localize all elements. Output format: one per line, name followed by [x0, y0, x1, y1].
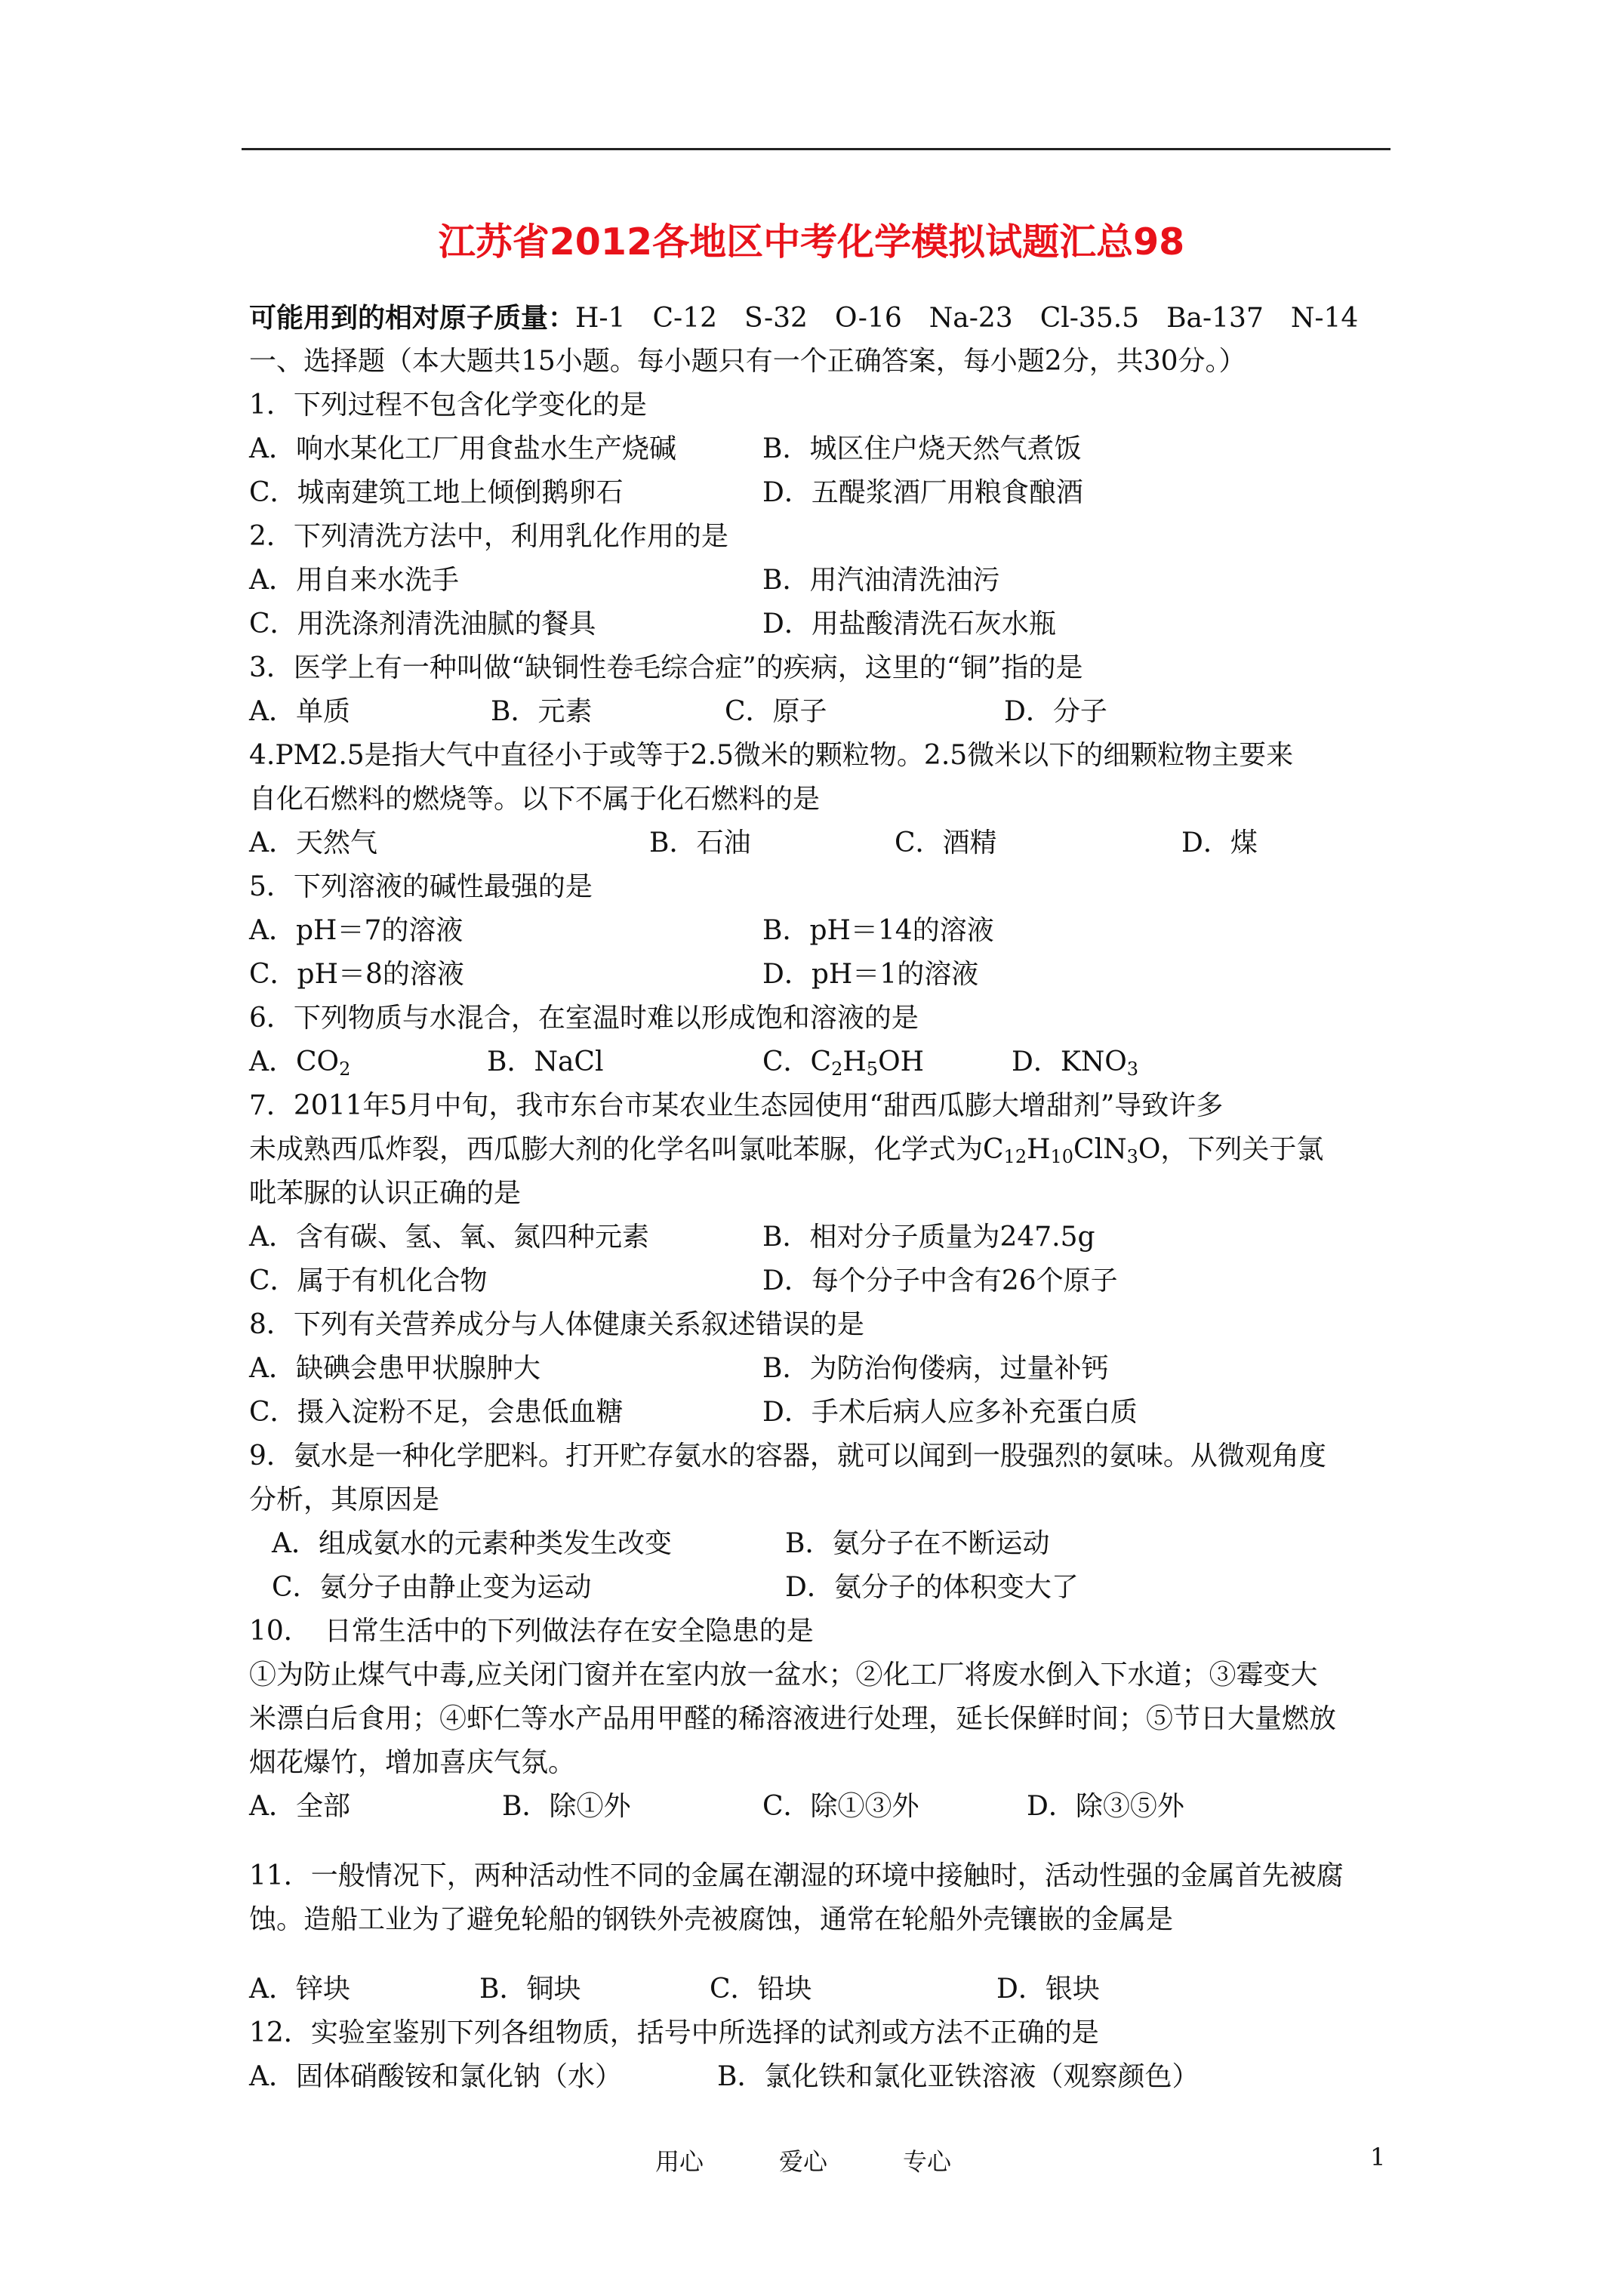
option-c-text: C．C — [762, 1046, 832, 1077]
page-number: 1 — [1370, 2143, 1386, 2171]
question-12-options-ab — [249, 2055, 1404, 2099]
option-a: A．固体硝酸铵和氯化钠（水） — [249, 2061, 622, 2092]
question-1-options-cd — [249, 471, 1404, 515]
question-2-options-ab — [249, 559, 1404, 603]
page-footer — [0, 2143, 1623, 2180]
question-9-stem-1: 9．氨水是一种化学肥料。打开贮存氨水的容器，就可以闻到一股强烈的氨味。从微观角度 — [249, 1441, 1326, 1472]
subscript: 2 — [831, 1059, 843, 1080]
question-7-text-end: ，下列关于氯 — [1160, 1134, 1324, 1165]
question-11-options — [249, 1968, 1404, 2011]
question-7-stem-2 — [249, 1128, 1404, 1172]
question-11-stem-2: 蚀。造船工业为了避免轮船的钢铁外壳被腐蚀，通常在轮船外壳镶嵌的金属是 — [249, 1904, 1174, 1935]
question-10-stem: 10． 日常生活中的下列做法存在安全隐患的是 — [249, 1616, 814, 1647]
question-7-options-cd — [249, 1259, 1404, 1303]
question-6-options — [249, 1040, 1404, 1084]
page-title: 江苏省2012各地区中考化学模拟试题汇总98 — [438, 220, 1185, 264]
question-7-stem-1: 7．2011年5月中旬，我市东台市某农业生态园使用“甜西瓜膨大增甜剂”导致许多 — [249, 1090, 1224, 1121]
option-c: C．用洗涤剂清洗油腻的餐具 — [249, 609, 596, 639]
question-10-line-2: 米漂白后食用；④虾仁等水产品用甲醛的稀溶液进行处理，延长保鲜时间；⑤节日大量燃放 — [249, 1703, 1337, 1734]
formula-part: H — [1027, 1134, 1051, 1165]
option-c: C．摄入淀粉不足，会患低血糖 — [249, 1397, 624, 1428]
question-5-options-ab — [249, 909, 1404, 953]
question-8-options-ab — [249, 1347, 1404, 1391]
question-9-options-cd — [249, 1566, 1404, 1610]
subscript: 3 — [1126, 1059, 1139, 1080]
question-9-options-ab — [249, 1522, 1404, 1566]
question-1-stem: 1．下列过程不包含化学变化的是 — [249, 390, 647, 421]
question-4-options — [249, 821, 1404, 865]
option-b: B．pH＝14的溶液 — [762, 915, 994, 946]
header-rule — [242, 148, 1390, 150]
option-a: A．锌块 — [249, 1974, 350, 2005]
option-b: B．相对分子质量为247.5g — [762, 1222, 1095, 1253]
option-a: A．天然气 — [249, 827, 377, 858]
option-b: B．氨分子在不断运动 — [785, 1528, 1050, 1559]
option-b: B．铜块 — [479, 1974, 581, 2005]
option-d: D．分子 — [1004, 696, 1107, 727]
option-c: C．pH＝8的溶液 — [249, 959, 464, 990]
question-5-options-cd — [249, 953, 1404, 997]
question-3-options — [249, 690, 1404, 734]
option-b: B．用汽油清洗油污 — [762, 565, 1000, 596]
subscript: 10 — [1050, 1146, 1074, 1167]
formula-part: OH — [878, 1046, 924, 1077]
option-a: A．含有碳、氢、氧、氮四种元素 — [249, 1222, 649, 1253]
option-c: C．氨分子由静止变为运动 — [272, 1572, 592, 1603]
option-a-text: A．CO — [249, 1046, 340, 1077]
option-a: A．响水某化工厂用食盐水生产烧碱 — [249, 433, 676, 464]
subscript: 2 — [339, 1059, 351, 1080]
option-c — [762, 1040, 1012, 1084]
question-10-options — [249, 1785, 1404, 1829]
option-d: D．pH＝1的溶液 — [762, 959, 979, 990]
option-b: B．NaCl — [487, 1046, 604, 1077]
question-10-line-3: 烟花爆竹，增加喜庆气氛。 — [249, 1747, 576, 1778]
option-d: D．手术后病人应多补充蛋白质 — [762, 1397, 1138, 1428]
atomic-masses-values: H-1 C-12 S-32 O-16 Na-23 Cl-35.5 Ba-137 N-14 — [575, 303, 1359, 334]
option-d — [1012, 1040, 1138, 1084]
question-8-stem: 8．下列有关营养成分与人体健康关系叙述错误的是 — [249, 1309, 864, 1340]
question-6-stem: 6．下列物质与水混合，在室温时难以形成饱和溶液的是 — [249, 1003, 919, 1034]
option-b: B．元素 — [491, 696, 593, 727]
spacer — [249, 1942, 1404, 1968]
question-12-stem: 12．实验室鉴别下列各组物质，括号中所选择的试剂或方法不正确的是 — [249, 2017, 1099, 2048]
subscript: 3 — [1126, 1146, 1138, 1167]
option-a: A．全部 — [249, 1791, 350, 1822]
option-c: C．铅块 — [710, 1974, 812, 2005]
option-a: A．缺碘会患甲状腺肿大 — [249, 1353, 540, 1384]
option-b: B．除①外 — [502, 1791, 631, 1822]
option-b: B．城区住户烧天然气煮饭 — [762, 433, 1082, 464]
option-d: D．每个分子中含有26个原子 — [762, 1265, 1118, 1296]
question-2-stem: 2．下列清洗方法中，利用乳化作用的是 — [249, 521, 728, 552]
question-11-stem-1: 11．一般情况下，两种活动性不同的金属在潮湿的环境中接触时，活动性强的金属首先被腐 — [249, 1860, 1344, 1891]
option-d: D．氨分子的体积变大了 — [785, 1572, 1079, 1603]
option-c: C．城南建筑工地上倾倒鹅卵石 — [249, 477, 624, 508]
option-c: C．属于有机化合物 — [249, 1265, 488, 1296]
option-d: D．银块 — [996, 1974, 1100, 2005]
atomic-masses — [249, 296, 1404, 340]
option-a: A．组成氨水的元素种类发生改变 — [272, 1528, 672, 1559]
option-d-text: D．KNO — [1012, 1046, 1127, 1077]
atomic-masses-label: 可能用到的相对原子质量： — [249, 302, 576, 334]
footer-word: 爱心 — [779, 2147, 828, 2176]
document-body — [249, 296, 1404, 2099]
option-a: A．用自来水洗手 — [249, 565, 459, 596]
option-c: C．除①③外 — [762, 1791, 919, 1822]
question-5-stem: 5．下列溶液的碱性最强的是 — [249, 871, 593, 902]
question-7-options-ab — [249, 1216, 1404, 1259]
option-c: C．酒精 — [895, 827, 997, 858]
option-c: C．原子 — [725, 696, 827, 727]
question-9-stem-2: 分析，其原因是 — [249, 1484, 440, 1515]
formula-part: H — [842, 1046, 867, 1077]
question-7-stem-3: 吡苯脲的认识正确的是 — [249, 1178, 522, 1209]
subscript: 5 — [866, 1059, 879, 1080]
option-b: B．氯化铁和氯化亚铁溶液（观察颜色） — [717, 2061, 1200, 2092]
option-b: B．石油 — [649, 827, 751, 858]
footer-word: 用心 — [655, 2147, 704, 2176]
question-7-text: 未成熟西瓜炸裂，西瓜膨大剂的化学名叫氯吡苯脲，化学式为C — [249, 1134, 1004, 1165]
subscript: 12 — [1003, 1146, 1027, 1167]
formula-part: ClN — [1073, 1134, 1127, 1165]
option-d: D．除③⑤外 — [1027, 1791, 1184, 1822]
option-a: A．pH＝7的溶液 — [249, 915, 463, 946]
question-10-line-1: ①为防止煤气中毒,应关闭门窗并在室内放一盆水；②化工厂将废水倒入下水道；③霉变大 — [249, 1660, 1318, 1690]
footer-word: 专心 — [903, 2147, 952, 2176]
question-4-stem-2: 自化石燃料的燃烧等。以下不属于化石燃料的是 — [249, 784, 821, 815]
option-a — [249, 1040, 487, 1084]
section-heading: 一、选择题（本大题共15小题。每小题只有一个正确答案，每小题2分，共30分。） — [249, 346, 1246, 377]
option-d: D．煤 — [1181, 827, 1258, 858]
footer-motto — [655, 2143, 1027, 2177]
question-2-options-cd — [249, 603, 1404, 646]
option-d: D．五醍浆酒厂用粮食酿酒 — [762, 477, 1083, 508]
option-a: A．单质 — [249, 696, 350, 727]
spacer — [249, 1829, 1404, 1854]
question-4-stem-1: 4.PM2.5是指大气中直径小于或等于2.5微米的颗粒物。2.5微米以下的细颗粒物主要来 — [249, 740, 1294, 771]
formula-part: O — [1138, 1134, 1161, 1165]
question-1-options-ab — [249, 427, 1404, 471]
question-3-stem: 3．医学上有一种叫做“缺铜性卷毛综合症”的疾病，这里的“铜”指的是 — [249, 652, 1083, 683]
option-d: D．用盐酸清洗石灰水瓶 — [762, 609, 1056, 639]
question-8-options-cd — [249, 1391, 1404, 1435]
option-b: B．为防治佝偻病，过量补钙 — [762, 1353, 1109, 1384]
